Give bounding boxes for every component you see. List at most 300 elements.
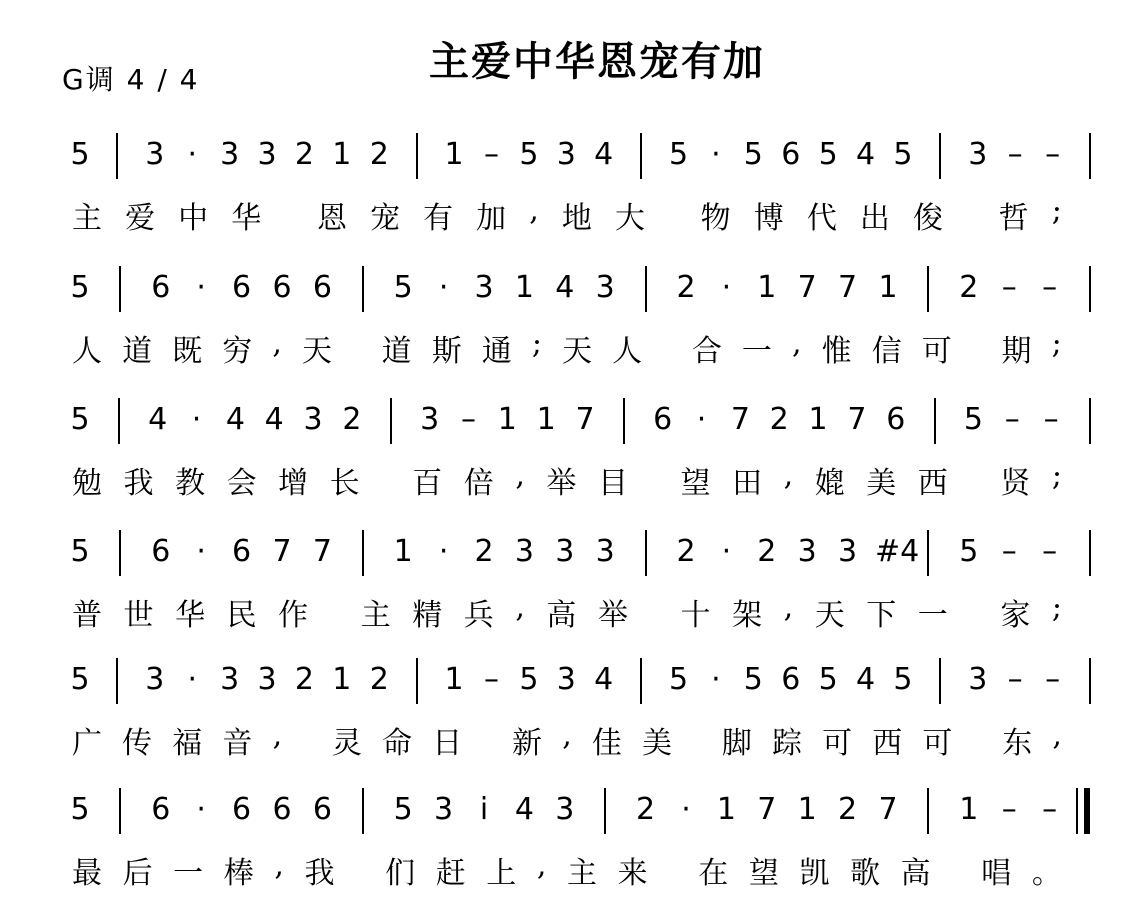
dash-note: –: [483, 137, 499, 172]
lyric-char: 长: [329, 466, 360, 501]
lyric-line: [72, 718, 1062, 762]
lyric-char: 宠: [370, 201, 401, 236]
note: 7: [757, 792, 777, 827]
lyric-char: [668, 193, 678, 237]
lyric-char: 民: [226, 598, 257, 633]
lyric-char: 凯: [799, 856, 830, 891]
dash-note: –: [483, 662, 499, 697]
lyric-char: ,: [783, 458, 794, 493]
dash-note: –: [1042, 792, 1058, 827]
note: 5: [818, 137, 838, 172]
bar-line: [118, 398, 120, 444]
bar-line: [927, 530, 929, 576]
lyric-char: 地: [561, 201, 592, 236]
note: 5: [70, 270, 90, 305]
note: 3: [145, 137, 165, 172]
lyric-char: 西: [872, 726, 903, 761]
key-signature: G调 4 / 4: [62, 63, 200, 96]
bar-line: [645, 530, 647, 576]
lyric-char: 天: [814, 598, 845, 633]
lyric-char: 斯: [431, 334, 462, 369]
note: 1: [332, 662, 352, 697]
bar-line: [1089, 398, 1091, 444]
lyric-char: 穷: [222, 334, 253, 369]
note: 5: [519, 137, 539, 172]
lyric-char: [951, 848, 961, 892]
note: 5: [393, 270, 413, 305]
dash-note: –: [1042, 534, 1058, 569]
lyric-char: 高: [546, 598, 577, 633]
note: 3: [555, 792, 575, 827]
lyric-char: 期: [1001, 334, 1032, 369]
note: 5: [70, 792, 90, 827]
note: 2: [757, 534, 777, 569]
dash-note: –: [1043, 402, 1059, 437]
notation-line: [0, 780, 1134, 850]
note: 1: [444, 662, 464, 697]
note: 2: [369, 137, 389, 172]
note: 1: [393, 534, 413, 569]
lyric-char: ,: [1052, 718, 1062, 753]
note: 3: [556, 137, 576, 172]
note: 5: [70, 534, 90, 569]
lyric-char: [284, 193, 294, 237]
note: i: [479, 792, 489, 827]
note: 2: [769, 402, 789, 437]
bar-line: [645, 266, 647, 312]
dot-note: ·: [438, 534, 449, 569]
notation-line: [0, 258, 1134, 328]
lyric-char: 歌: [850, 856, 881, 891]
bar-line: [939, 658, 941, 704]
lyric-char: 在: [698, 856, 729, 891]
lyric-char: 勉: [72, 466, 102, 501]
lyric-char: ,: [272, 326, 282, 361]
lyric-char: 家: [1000, 598, 1031, 633]
dot-note: ·: [191, 402, 202, 437]
lyric-char: 高: [900, 856, 931, 891]
lyric-line: [72, 848, 1062, 892]
lyric-char: 西: [917, 466, 948, 501]
note: 6: [232, 270, 252, 305]
note: 3: [257, 137, 277, 172]
notation-line: [0, 650, 1134, 720]
lyric-char: 田: [732, 466, 763, 501]
lyric-char: ,: [536, 848, 547, 883]
lyric-char: 举: [597, 598, 628, 633]
lyric-char: 合: [691, 334, 722, 369]
note: 5: [963, 402, 983, 437]
note: 7: [272, 534, 292, 569]
lyric-char: 人: [612, 334, 643, 369]
lyric-char: 来: [617, 856, 648, 891]
note: 2: [838, 792, 858, 827]
note: 1: [757, 270, 777, 305]
bar-line: [416, 658, 418, 704]
bar-line: [623, 398, 625, 444]
music-system: [0, 650, 1134, 780]
lyric-char: 信: [871, 334, 902, 369]
lyric-char: 哲: [998, 201, 1029, 236]
lyric-char: 贤: [1000, 466, 1031, 501]
dash-note: –: [1004, 402, 1020, 437]
note: 4: [225, 402, 245, 437]
dash-note: –: [1042, 270, 1058, 305]
lyric-char: 新: [512, 726, 543, 761]
lyric-char: 既: [172, 334, 203, 369]
bar-line: [927, 266, 929, 312]
note: 3: [797, 534, 817, 569]
lyric-char: 后: [122, 856, 153, 891]
bar-line: [1089, 530, 1091, 576]
lyric-char: 佳: [591, 726, 622, 761]
lyric-char: 人: [72, 334, 102, 369]
lyric-char: 爱: [125, 201, 156, 236]
lyric-char: [352, 326, 362, 370]
note: 2: [474, 534, 494, 569]
lyric-char: 一: [173, 856, 204, 891]
lyric-char: 世: [123, 598, 154, 633]
note: 2: [294, 137, 314, 172]
dash-note: –: [1007, 662, 1023, 697]
note: 3: [556, 662, 576, 697]
note: 4: [555, 270, 575, 305]
note: 1: [959, 792, 979, 827]
lyric-char: [969, 458, 979, 502]
lyric-char: [969, 590, 979, 634]
lyric-char: 可: [822, 726, 853, 761]
note: 3: [514, 534, 534, 569]
note: 1: [536, 402, 556, 437]
lyric-char: 望: [680, 466, 711, 501]
bar-line: [362, 788, 364, 834]
note: 5: [70, 662, 90, 697]
note: 5: [393, 792, 413, 827]
dash-note: –: [1045, 137, 1061, 172]
note: 3: [968, 137, 988, 172]
note: 3: [474, 270, 494, 305]
lyric-char: [355, 848, 365, 892]
music-system: [0, 522, 1134, 652]
lyric-char: 日: [432, 726, 463, 761]
note: 1: [716, 792, 736, 827]
note: 3: [555, 534, 575, 569]
lyric-char: 架: [732, 598, 763, 633]
note: 6: [151, 792, 171, 827]
note: 1: [514, 270, 534, 305]
lyric-char: 百: [412, 466, 443, 501]
lyric-char: 目: [597, 466, 628, 501]
dash-note: –: [1045, 662, 1061, 697]
note: 6: [272, 270, 292, 305]
note: 4: [856, 662, 876, 697]
note: 6: [781, 137, 801, 172]
lyric-char: [649, 590, 659, 634]
lyric-char: 天: [301, 334, 332, 369]
bar-line: [362, 266, 364, 312]
bar-line: [1089, 658, 1091, 704]
note: 6: [781, 662, 801, 697]
bar-line: [119, 266, 121, 312]
note: 7: [878, 792, 898, 827]
lyric-char: [482, 718, 492, 762]
lyric-char: 有: [423, 201, 454, 236]
lyric-line: [72, 326, 1062, 370]
note: 5: [70, 402, 90, 437]
lyric-line: [72, 458, 1062, 502]
bar-line: [116, 133, 118, 179]
note: 1: [878, 270, 898, 305]
lyric-char: 出: [859, 201, 890, 236]
lyric-char: [330, 590, 340, 634]
lyric-char: 代: [806, 201, 837, 236]
note: 2: [636, 792, 656, 827]
note: 2: [959, 270, 979, 305]
note: 1: [797, 792, 817, 827]
lyric-char: 道: [381, 334, 412, 369]
lyric-char: ,: [274, 848, 284, 883]
note: 4: [514, 792, 534, 827]
note: 3: [145, 662, 165, 697]
note: 3: [968, 662, 988, 697]
lyric-char: 加: [476, 201, 507, 236]
dot-note: ·: [711, 662, 721, 697]
lyric-char: 媲: [814, 466, 845, 501]
lyric-char: 十: [680, 598, 711, 633]
bar-line: [640, 133, 642, 179]
lyric-char: ,: [529, 193, 539, 228]
lyric-char: ;: [531, 326, 542, 361]
dash-note: –: [1001, 270, 1017, 305]
lyric-char: 主: [360, 598, 391, 633]
lyric-char: 下: [866, 598, 897, 633]
note: 1: [808, 402, 828, 437]
note: 3: [220, 137, 240, 172]
music-system: [0, 258, 1134, 388]
note: 6: [312, 270, 332, 305]
lyric-char: 唱: [981, 856, 1012, 891]
music-system: [0, 780, 1134, 910]
lyric-char: 我: [123, 466, 154, 501]
lyric-char: ;: [1051, 458, 1062, 493]
note: 5: [893, 137, 913, 172]
dot-note: ·: [187, 137, 197, 172]
lyric-char: 华: [231, 201, 262, 236]
note: 7: [312, 534, 332, 569]
lyric-char: 华: [175, 598, 206, 633]
lyric-char: [692, 718, 702, 762]
dot-note: ·: [187, 662, 197, 697]
dot-note: ·: [196, 792, 206, 827]
lyric-char: 踪: [771, 726, 802, 761]
note: 2: [294, 662, 314, 697]
note: 3: [838, 534, 858, 569]
note: 5: [743, 662, 763, 697]
note: 5: [668, 662, 689, 697]
lyric-char: 物: [700, 201, 731, 236]
dash-note: –: [1001, 792, 1017, 827]
dot-note: ·: [681, 792, 691, 827]
notation-line: [0, 390, 1134, 460]
bar-line: [116, 658, 118, 704]
lyric-char: 通: [481, 334, 512, 369]
bar-line: [1089, 266, 1091, 312]
music-system: [0, 390, 1134, 520]
lyric-char: 普: [72, 598, 102, 633]
lyric-char: ;: [1051, 326, 1062, 361]
lyric-char: 可: [922, 726, 953, 761]
lyric-char: 可: [921, 334, 952, 369]
lyric-char: [302, 718, 312, 762]
lyric-char: 最: [72, 856, 102, 891]
lyric-char: ,: [515, 590, 525, 625]
bar-line: [604, 788, 606, 834]
bar-line: [119, 530, 121, 576]
bar-line: [416, 133, 418, 179]
note: 3: [303, 402, 323, 437]
note: 2: [369, 662, 389, 697]
lyric-char: 恩: [316, 201, 347, 236]
lyric-char: 一: [917, 598, 948, 633]
lyric-char: ;: [1051, 193, 1062, 228]
note: 6: [653, 402, 673, 437]
lyric-char: ,: [272, 718, 283, 753]
lyric-char: [649, 458, 659, 502]
lyric-char: 精: [412, 598, 443, 633]
lyric-char: 福: [172, 726, 203, 761]
bar-line: [1089, 133, 1091, 179]
note: 4: [856, 137, 876, 172]
note: 2: [676, 270, 696, 305]
lyric-char: 美: [642, 726, 673, 761]
note: 5: [893, 662, 913, 697]
lyric-char: 赶: [435, 856, 466, 891]
lyric-char: 。: [1031, 856, 1062, 891]
note: 7: [797, 270, 817, 305]
bar-line: [934, 398, 936, 444]
note: 6: [232, 534, 252, 569]
lyric-char: 主: [72, 201, 102, 236]
note: 5: [70, 137, 90, 172]
note: 4: [594, 137, 614, 172]
note: 3: [595, 534, 615, 569]
note: 6: [232, 792, 252, 827]
lyric-line: [72, 590, 1062, 634]
note: 6: [312, 792, 332, 827]
lyric-char: 我: [304, 856, 335, 891]
lyric-char: 举: [546, 466, 577, 501]
bar-line: [119, 788, 121, 834]
final-bar-line-thin: [1076, 788, 1078, 834]
lyric-char: 天: [562, 334, 593, 369]
note: 1: [497, 402, 517, 437]
lyric-char: 广: [72, 726, 102, 761]
note: 4: [594, 662, 614, 697]
dash-note: –: [460, 402, 476, 437]
note: 4: [264, 402, 284, 437]
lyric-char: ;: [1051, 590, 1062, 625]
note: 1: [332, 137, 352, 172]
lyric-char: 教: [175, 466, 206, 501]
lyric-char: 一: [741, 334, 772, 369]
note: 5: [519, 662, 539, 697]
lyric-char: 灵: [331, 726, 362, 761]
dash-note: –: [1007, 137, 1023, 172]
note: 3: [220, 662, 240, 697]
note: 7: [575, 402, 595, 437]
note: 4: [148, 402, 168, 437]
dot-note: ·: [196, 270, 206, 305]
lyric-char: 美: [866, 466, 897, 501]
lyric-char: ,: [515, 458, 525, 493]
note: 6: [886, 402, 906, 437]
lyric-char: 作: [278, 598, 309, 633]
note: 7: [838, 270, 858, 305]
note: 7: [730, 402, 750, 437]
lyric-char: [973, 718, 983, 762]
song-title: 主爱中华恩宠有加: [429, 39, 765, 85]
note: 5: [959, 534, 979, 569]
note: 6: [151, 270, 171, 305]
notation-line: [0, 522, 1134, 592]
lyric-char: 脚: [721, 726, 752, 761]
lyric-char: 道: [122, 334, 153, 369]
bar-line: [939, 133, 941, 179]
lyric-char: 棒: [223, 856, 254, 891]
note: 7: [847, 402, 867, 437]
music-system: [0, 125, 1134, 255]
dot-note: ·: [196, 534, 206, 569]
lyric-char: [668, 848, 678, 892]
note: 3: [434, 792, 454, 827]
lyric-char: 大: [614, 201, 645, 236]
bar-line: [362, 530, 364, 576]
lyric-char: ,: [562, 718, 572, 753]
lyric-char: 命: [382, 726, 413, 761]
dot-note: ·: [696, 402, 707, 437]
lyric-char: 倍: [463, 466, 494, 501]
note: 6: [151, 534, 171, 569]
bar-line: [927, 788, 929, 834]
lyric-char: [972, 326, 982, 370]
dot-note: ·: [721, 534, 732, 569]
note: 6: [272, 792, 292, 827]
dot-note: ·: [711, 137, 721, 172]
lyric-char: 们: [385, 856, 416, 891]
lyric-char: 传: [122, 726, 153, 761]
dot-note: ·: [438, 270, 449, 305]
lyric-char: 会: [226, 466, 257, 501]
lyric-char: 东: [1002, 726, 1033, 761]
lyric-char: ,: [792, 326, 802, 361]
lyric-char: 惟: [821, 334, 852, 369]
lyric-char: [662, 326, 672, 370]
bar-line: [640, 658, 642, 704]
lyric-char: 增: [278, 466, 309, 501]
note: #4: [875, 534, 920, 569]
note: 5: [668, 137, 689, 172]
note: 3: [595, 270, 615, 305]
lyric-char: 俊: [912, 201, 943, 236]
bar-line: [390, 398, 392, 444]
notation-line: [0, 125, 1134, 195]
note: 3: [420, 402, 440, 437]
lyric-char: [966, 193, 976, 237]
note: 5: [818, 662, 838, 697]
lyric-char: ,: [783, 590, 794, 625]
lyric-char: 音: [222, 726, 253, 761]
lyric-char: 上: [486, 856, 517, 891]
